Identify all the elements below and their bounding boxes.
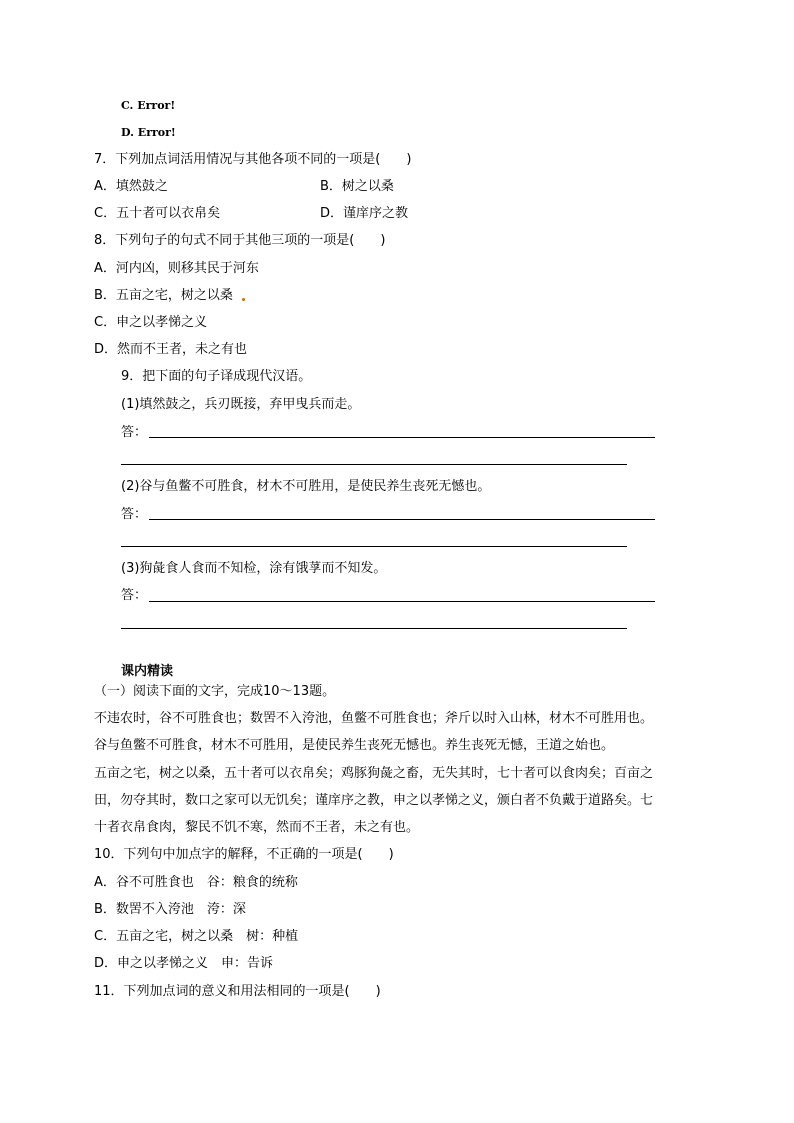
question-7-option-a: A．填然鼓之 xyxy=(94,179,168,194)
question-11-stem: 11．下列加点词的意义和用法相同的一项是( ) xyxy=(94,984,381,999)
section-title: 课内精读 xyxy=(121,664,174,679)
passage-line-5: 十者衣帛食肉，黎民不饥不寒，然而不王者，未之有也。 xyxy=(94,820,420,835)
answer-line-3a[interactable] xyxy=(149,601,655,602)
passage-line-2: 谷与鱼鳖不可胜食，材木不可胜用，是使民养生丧死无憾也。养生丧死无憾，王道之始也。 xyxy=(94,738,615,753)
question-8-option-c: C．申之以孝悌之义 xyxy=(94,315,208,330)
answer-label-1: 答： xyxy=(121,425,148,440)
question-10-stem: 10．下列句中加点字的解释，不正确的一项是( ) xyxy=(94,847,394,862)
question-10-option-c: C．五亩之宅，树之以桑 树：种植 xyxy=(94,929,299,944)
question-8-option-d: D．然而不王者，未之有也 xyxy=(94,342,248,357)
question-9-sentence-3: (3)狗彘食人食而不知检，涂有饿莩而不知发。 xyxy=(121,561,387,576)
answer-line-2a[interactable] xyxy=(149,519,655,520)
answer-label-2: 答： xyxy=(121,507,148,522)
question-7-option-b: B．树之以桑 xyxy=(320,179,394,194)
question-7-option-d: D．谨庠序之教 xyxy=(320,206,409,221)
error-line-d: D. Error! xyxy=(121,126,176,139)
question-10-option-d: D．申之以孝悌之义 申：告诉 xyxy=(94,956,274,971)
question-7-option-c: C．五十者可以衣帛矣 xyxy=(94,206,221,221)
question-10-option-b: B．数罟不入洿池 洿：深 xyxy=(94,902,246,917)
answer-line-1a[interactable] xyxy=(149,437,655,438)
question-9-sentence-1: (1)填然鼓之，兵刃既接，弃甲曳兵而走。 xyxy=(121,397,361,412)
passage-line-3: 五亩之宅，树之以桑，五十者可以衣帛矣；鸡豚狗彘之畜，无失其时，七十者可以食肉矣；百亩之 xyxy=(94,766,654,781)
answer-line-1b[interactable] xyxy=(121,464,627,465)
section-intro: （一）阅读下面的文字，完成10～13题。 xyxy=(94,684,336,699)
question-9-stem: 9．把下面的句子译成现代汉语。 xyxy=(121,369,312,384)
question-9-sentence-2: (2)谷与鱼鳖不可胜食，材木不可胜用，是使民养生丧死无憾也。 xyxy=(121,479,491,494)
answer-line-2b[interactable] xyxy=(121,546,627,547)
passage-line-1: 不违农时，谷不可胜食也；数罟不入洿池，鱼鳖不可胜食也；斧斤以时入山林，材木不可胜用也。 xyxy=(94,711,654,726)
question-8-stem: 8．下列句子的句式不同于其他三项的一项是( ) xyxy=(94,233,386,248)
edit-mark xyxy=(242,298,245,301)
passage-line-4: 田，勿夺其时，数口之家可以无饥矣；谨庠序之教，申之以孝悌之义，颁白者不负戴于道路矣。七 xyxy=(94,793,654,808)
question-8-option-b: B．五亩之宅，树之以桑 xyxy=(94,288,233,303)
answer-label-3: 答： xyxy=(121,588,148,603)
question-10-option-a: A．谷不可胜食也 谷：粮食的统称 xyxy=(94,875,298,890)
error-line-c: C. Error! xyxy=(121,99,176,112)
question-8-option-a: A．河内凶，则移其民于河东 xyxy=(94,261,259,276)
answer-line-3b[interactable] xyxy=(121,628,627,629)
question-7-stem: 7．下列加点词活用情况与其他各项不同的一项是( ) xyxy=(94,152,412,167)
